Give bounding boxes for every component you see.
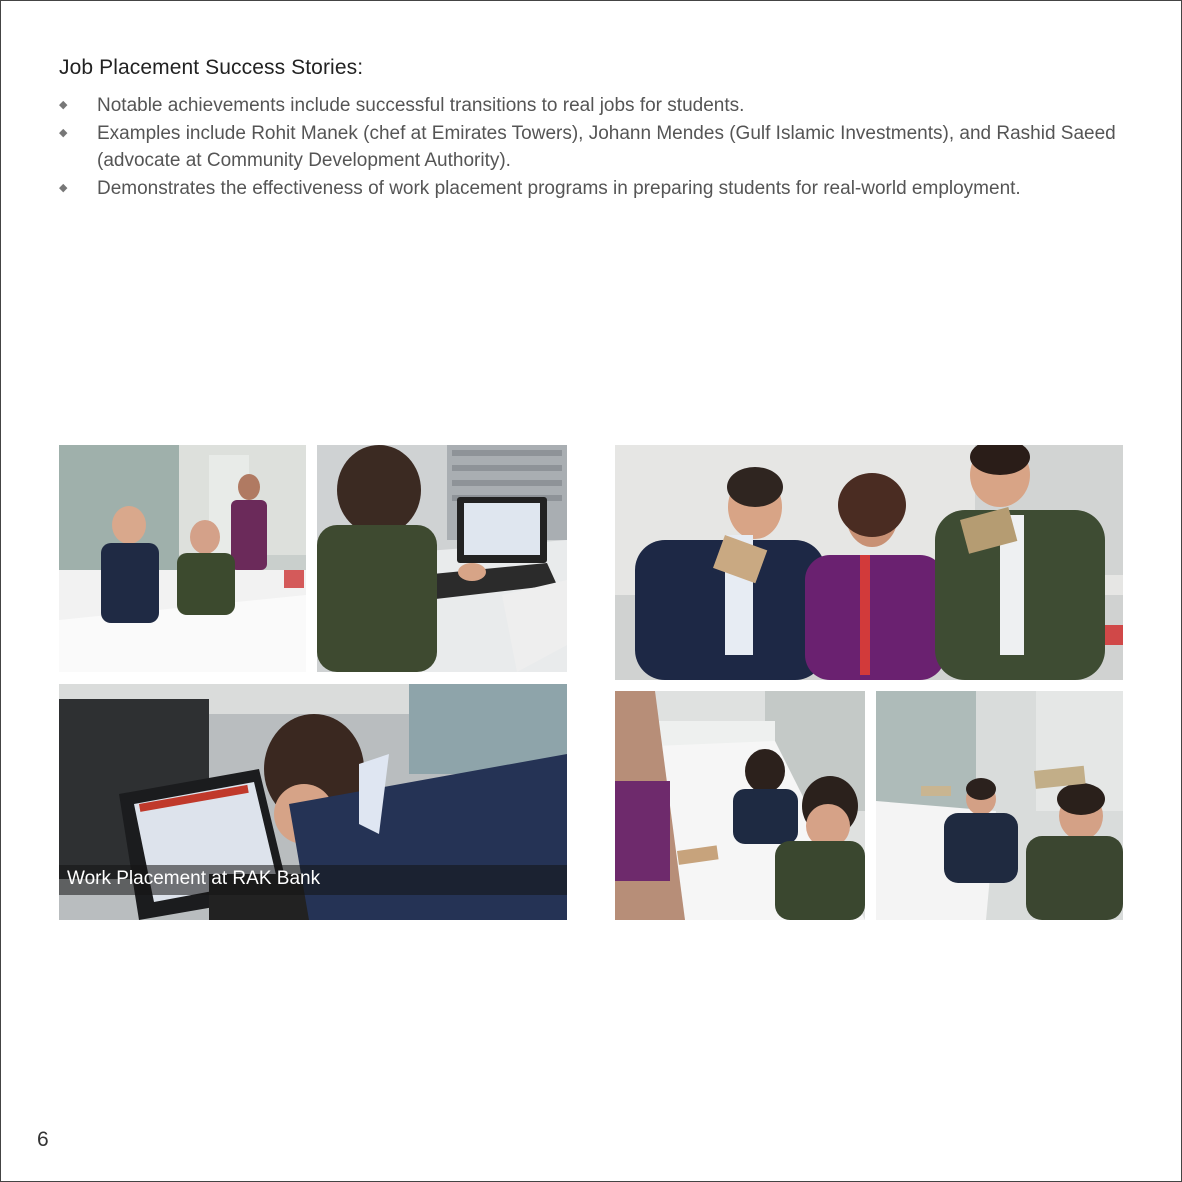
photo-students-at-long-table [615,691,865,920]
bullet-text: Demonstrates the effectiveness of work placement programs in preparing students for real-world employment. [97,177,1021,199]
bullet-diamond-icon: ◆ [59,126,68,139]
bullet-text: Notable achievements include successful transitions to real jobs for students. [97,95,745,116]
bullet-item [59,92,1129,120]
page-number: 6 [37,1128,49,1151]
bullet-item [59,175,1129,203]
bullet-list [59,92,1129,202]
photo-students-holding-notes [876,691,1123,920]
photo-caption-bar [59,865,567,895]
photo-group-posing [615,445,1123,680]
photo-caption: Work Placement at RAK Bank [67,868,321,889]
photo-work-placement-rak-bank [59,684,567,920]
photo-students-at-table [59,445,306,672]
photo-student-at-laptop [317,445,567,672]
bullet-diamond-icon: ◆ [59,99,68,111]
section-heading: Job Placement Success Stories: [59,56,364,79]
bullet-item [59,120,1129,175]
bullet-diamond-icon: ◆ [59,181,68,194]
bullet-text: Examples include Rohit Manek (chef at Emirates Towers), Johann Mendes (Gulf Islamic Investments), and Rashid Saeed (advocate at Community Development Authority). [97,122,1116,171]
